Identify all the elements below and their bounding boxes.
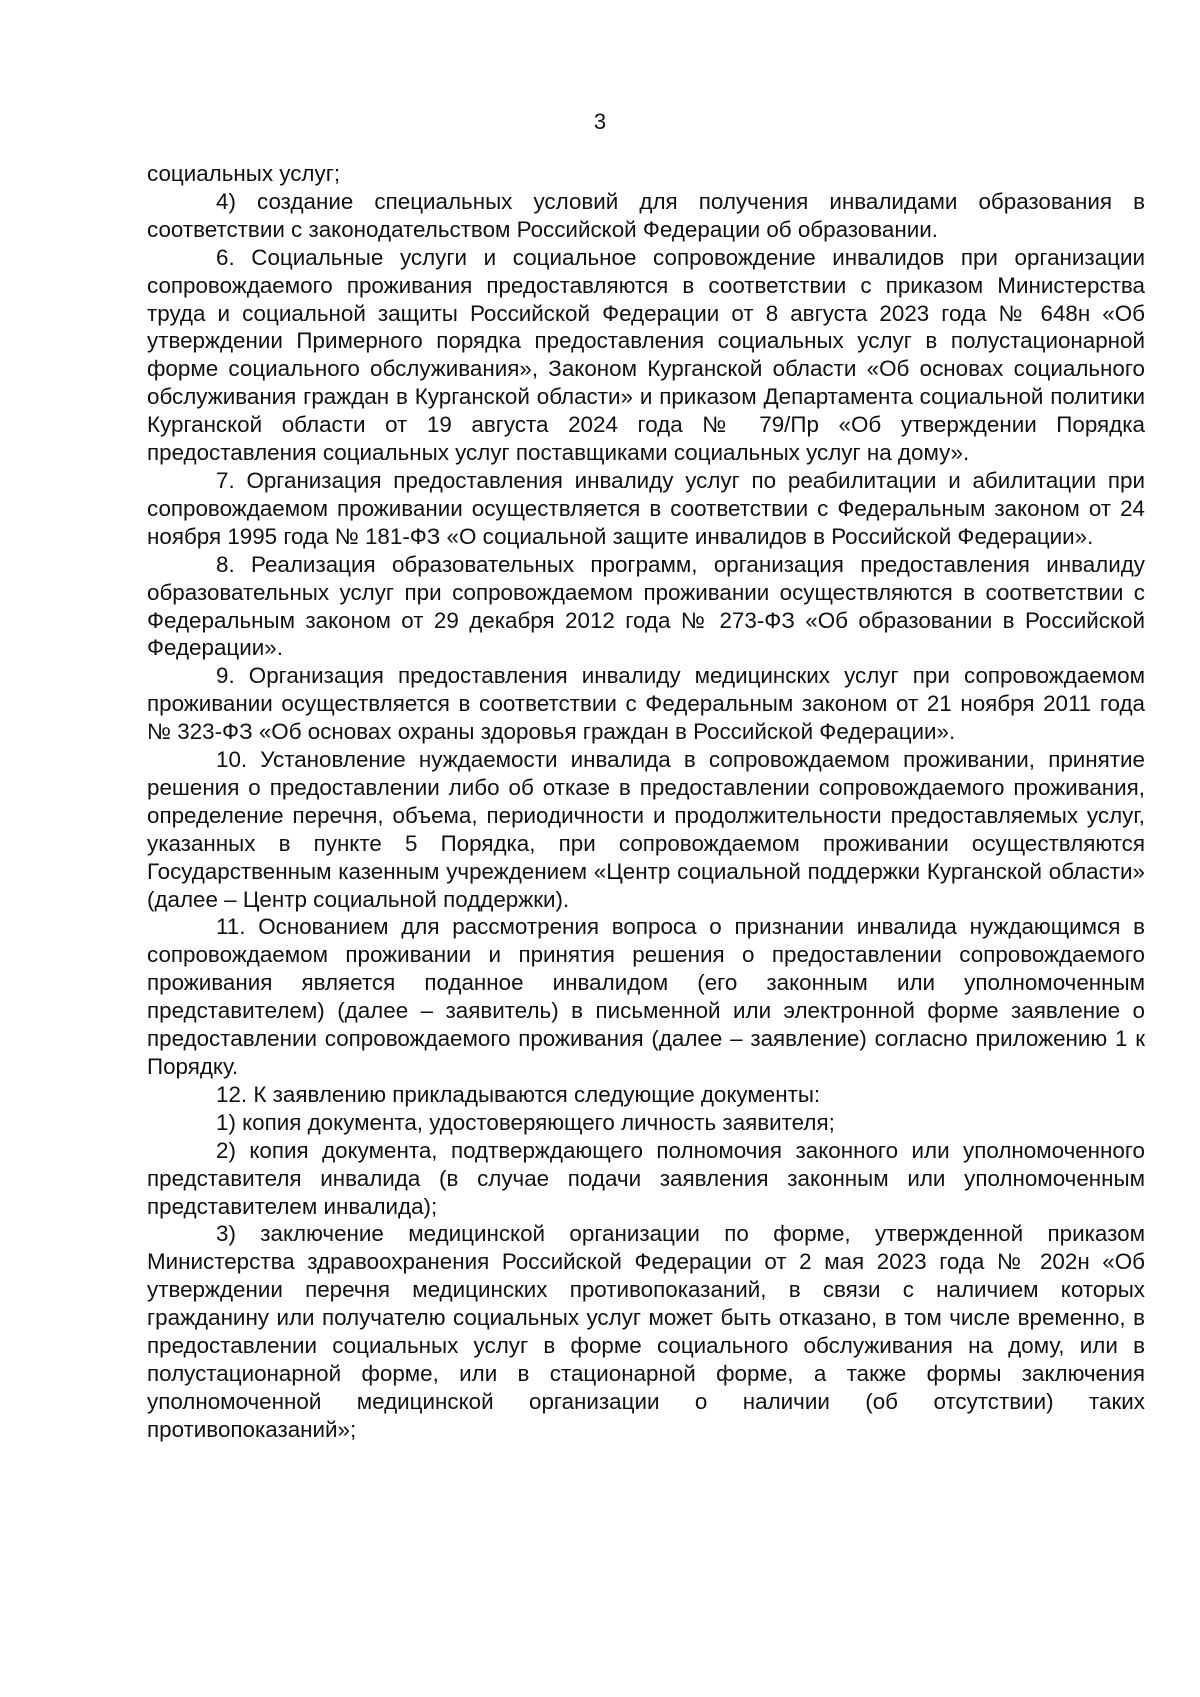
page-number: 3 xyxy=(593,109,607,134)
paragraph-7: 7. Организация предоставления инвалиду услуг по реабилитации и абилитации при сопровождаемом проживании осуществляется в соответствии с Федеральным законом от 24 ноября 1995 года № 181-ФЗ «О социальной защите инвалидов в Российской Федерации». xyxy=(147,467,1145,549)
paragraph-10: 10. Установление нуждаемости инвалида в сопровождаемом проживании, принятие решения о предоставлении либо об отказе в предоставлении сопровождаемого проживания, определение перечня, объема, периодичности и продолжительности предоставляемых услуг, указанных в пункте 5 Порядка, при сопровождаемом проживании осуществляются Государственным казенным учреждением «Центр социальной поддержки Курганской области» (далее – Центр социальной поддержки). xyxy=(147,747,1145,912)
paragraph-11: 11. Основанием для рассмотрения вопроса о признании инвалида нуждающимся в сопровождаемом проживании и принятия решения о предоставлении сопровождаемого проживания является поданное инвалидом (его законным или уполномоченным представителем) (далее – заявитель) в письменной или электронной форме заявление о предоставлении сопровождаемого проживания (далее – заявление) согласно приложению 1 к Порядку. xyxy=(147,914,1145,1079)
paragraph-12-item-2: 2) копия документа, подтверждающего полномочия законного или уполномоченного представителя инвалида (в случае подачи заявления законным или уполномоченным представителем инвалида); xyxy=(147,1137,1145,1219)
paragraph-12-item-3: 3) заключение медицинской организации по форме, утвержденной приказом Министерства здравоохранения Российской Федерации от 2 мая 2023 года № 202н «Об утверждении перечня медицинских противопоказаний, в связи с наличием которых гражданину или получателю социальных услуг может быть отказано, в том числе временно, в предоставлении социальных услуг в форме социального обслуживания на дому, или в полустационарной форме, или в стационарной форме, а также формы заключения уполномоченной медицинской организации о наличии (об отсутствии) таких противопоказаний»; xyxy=(147,1221,1145,1442)
document-body xyxy=(147,160,1145,1444)
paragraph-9: 9. Организация предоставления инвалиду медицинских услуг при сопровождаемом проживании осуществляется в соответствии с Федеральным законом от 21 ноября 2011 года № 323-ФЗ «Об основах охраны здоровья граждан в Российской Федерации». xyxy=(147,663,1145,745)
paragraph-item-4: 4) создание специальных условий для получения инвалидами образования в соответствии с законодательством Российской Федерации об образовании. xyxy=(147,188,1145,242)
paragraph-continuation: социальных услуг; xyxy=(147,161,341,186)
paragraph-6: 6. Социальные услуги и социальное сопровождение инвалидов при организации сопровождаемого проживания предоставляются в соответствии с приказом Министерства труда и социальной защиты Российской Федерации от 8 августа 2023 года № 648н «Об утверждении Примерного порядка предоставления социальных услуг в полустационарной форме социального обслуживания», Законом Курганской области «Об основах социального обслуживания граждан в Курганской области» и приказом Департамента социальной политики Курганской области от 19 августа 2024 года № 79/Пр «Об утверждении Порядка предоставления социальных услуг поставщиками социальных услуг на дому». xyxy=(147,244,1145,466)
paragraph-12-item-1: 1) копия документа, удостоверяющего личность заявителя; xyxy=(216,1109,835,1135)
paragraph-8: 8. Реализация образовательных программ, организация предоставления инвалиду образовательных услуг при сопровождаемом проживании осуществляются в соответствии с Федеральным законом от 29 декабря 2012 года № 273-ФЗ «Об образовании в Российской Федерации». xyxy=(147,551,1145,661)
paragraph-12: 12. К заявлению прикладываются следующие документы: xyxy=(216,1081,821,1107)
